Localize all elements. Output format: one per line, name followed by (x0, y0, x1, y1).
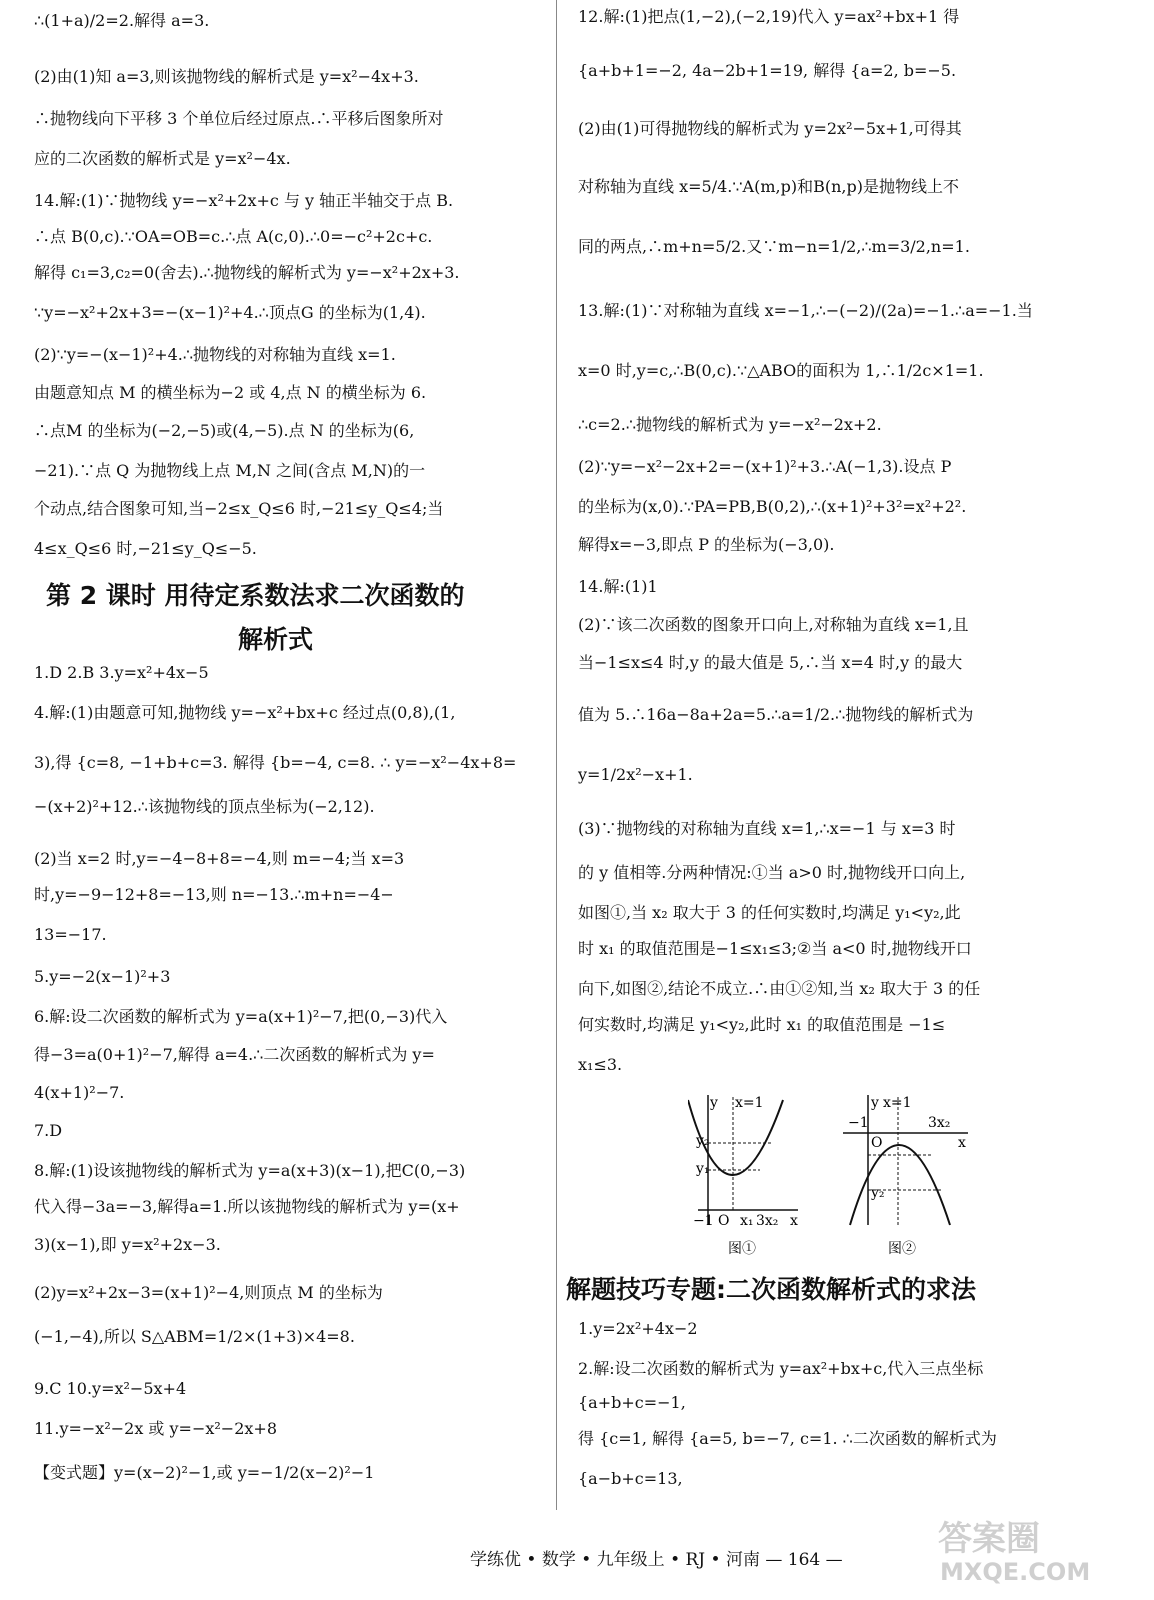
right-column-text-line: {a−b+c=13, (578, 1469, 683, 1488)
right-column-text-line: (2)∵y=−x²−2x+2=−(x+1)²+3.∴A(−1,3).设点 P (578, 457, 952, 476)
fig2-minus1-label: −1 (848, 1115, 869, 1131)
left-column-text-line: 14.解:(1)∵抛物线 y=−x²+2x+c 与 y 轴正半轴交于点 B. (34, 191, 454, 210)
left-column-text-line: (−1,−4),所以 S△ABM=1/2×(1+3)×4=8. (34, 1327, 355, 1346)
fig1-caption: 图① (728, 1241, 756, 1257)
fig2-x-label: x (958, 1135, 966, 1151)
fig1-y1-label: y₁ (696, 1161, 710, 1177)
left-column-text-line: 4≤x_Q≤6 时,−21≤y_Q≤−5. (34, 539, 257, 558)
right-column-text-line: 14.解:(1)1 (578, 577, 658, 596)
fig2-x1-line-label: x=1 (883, 1095, 912, 1111)
left-column-text-line: 5.y=−2(x−1)²+3 (34, 967, 171, 986)
right-column-text-line: 何实数时,均满足 y₁<y₂,此时 x₁ 的取值范围是 −1≤ (578, 1015, 946, 1034)
left-column-text-line: 代入得−3a=−3,解得a=1.所以该抛物线的解析式为 y=(x+ (34, 1197, 460, 1216)
right-column-text-line: 解得x=−3,即点 P 的坐标为(−3,0). (578, 535, 835, 554)
fig2-y2-label: y₂ (871, 1185, 885, 1201)
left-column-text-line: 应的二次函数的解析式是 y=x²−4x. (34, 149, 291, 168)
topic-heading: 解题技巧专题:二次函数解析式的求法 (566, 1275, 976, 1304)
right-column-text-line: 2.解:设二次函数的解析式为 y=ax²+bx+c,代入三点坐标 (578, 1359, 984, 1378)
left-column-text-line: ∴点M 的坐标为(−2,−5)或(4,−5).点 N 的坐标为(6, (34, 421, 415, 440)
left-column-text-line: 11.y=−x²−2x 或 y=−x²−2x+8 (34, 1419, 278, 1438)
left-column-text-line: (2)由(1)知 a=3,则该抛物线的解析式是 y=x²−4x+3. (34, 67, 419, 86)
left-column-text-line: 4.解:(1)由题意可知,抛物线 y=−x²+bx+c 经过点(0,8),(1, (34, 703, 456, 722)
left-column-text-line: 7.D (34, 1121, 63, 1140)
right-column-text-line: y=1/2x²−x+1. (578, 765, 693, 784)
fig1-3x2-label: 3x₂ (756, 1213, 779, 1229)
fig2-origin-label: O (871, 1135, 883, 1151)
fig1-origin-label: O (718, 1213, 730, 1229)
left-column-text-line: 6.解:设二次函数的解析式为 y=a(x+1)²−7,把(0,−3)代入 (34, 1007, 448, 1026)
left-column-text-line: 解得 c₁=3,c₂=0(舍去).∴抛物线的解析式为 y=−x²+2x+3. (34, 263, 460, 282)
right-column-text-line: 13.解:(1)∵对称轴为直线 x=−1,∴−(−2)/(2a)=−1.∴a=−1.当 (578, 301, 1033, 320)
fig1-y2-label: y₂ (696, 1133, 710, 1149)
fig2-y-label: y (871, 1095, 879, 1111)
right-column-text-line: 对称轴为直线 x=5/4.∵A(m,p)和B(n,p)是抛物线上不 (578, 177, 959, 196)
left-column-text-line: 时,y=−9−12+8=−13,则 n=−13.∴m+n=−4− (34, 885, 394, 904)
right-column-text-line: 的 y 值相等.分两种情况:①当 a>0 时,抛物线开口向上, (578, 863, 966, 882)
left-column-text-line: 13=−17. (34, 925, 107, 944)
page-footer: 学练优 • 数学 • 九年级上 • RJ • 河南 — 164 — (470, 1550, 843, 1570)
left-column-text-line: 9.C 10.y=x²−5x+4 (34, 1379, 187, 1398)
left-column-text-line: 8.解:(1)设该抛物线的解析式为 y=a(x+3)(x−1),把C(0,−3) (34, 1161, 466, 1180)
right-column-text-line: x₁≤3. (578, 1055, 623, 1074)
figure-1 (688, 1095, 798, 1257)
left-column-text-line: ∴(1+a)/2=2.解得 a=3. (34, 11, 210, 30)
svg-text:答案圈: 答案圈 (938, 1519, 1040, 1559)
fig1-x-label: x (790, 1213, 798, 1229)
left-column-text-line: 3)(x−1),即 y=x²+2x−3. (34, 1235, 221, 1254)
left-column-text-line: ∴抛物线向下平移 3 个单位后经过原点.∴平移后图象所对 (34, 109, 444, 128)
left-column-text-line: 由题意知点 M 的横坐标为−2 或 4,点 N 的横坐标为 6. (34, 383, 427, 402)
fig1-minus1-label: −1 (693, 1213, 714, 1229)
left-column-text-line: (2)当 x=2 时,y=−4−8+8=−4,则 m=−4;当 x=3 (34, 849, 405, 868)
figure-2 (843, 1095, 968, 1257)
left-column-text-line: ∵y=−x²+2x+3=−(x−1)²+4.∴顶点G 的坐标为(1,4). (34, 303, 426, 322)
fig1-x1-line-label: x=1 (735, 1095, 764, 1111)
watermark-logo (918, 1508, 1138, 1588)
left-column-text-line: 3),得 {c=8, −1+b+c=3. 解得 {b=−4, c=8. ∴ y=−x²−4x+8= (34, 753, 517, 772)
right-column-text-line: x=0 时,y=c,∴B(0,c).∵△ABO的面积为 1,∴1/2c×1=1. (578, 361, 984, 380)
left-column-text-line: (2)y=x²+2x−3=(x+1)²−4,则顶点 M 的坐标为 (34, 1283, 383, 1302)
svg-text:MXQE.COM: MXQE.COM (940, 1558, 1091, 1586)
left-column-text-line: 4(x+1)²−7. (34, 1083, 125, 1102)
lesson-heading-line2: 解析式 (238, 625, 314, 654)
right-column-text-line: 1.y=2x²+4x−2 (578, 1319, 698, 1338)
right-column-text-line: 同的两点,∴m+n=5/2.又∵m−n=1/2,∴m=3/2,n=1. (578, 237, 970, 256)
right-column-text-line: {a+b+c=−1, (578, 1393, 686, 1412)
right-column-text-line: (3)∵抛物线的对称轴为直线 x=1,∴x=−1 与 x=3 时 (578, 819, 956, 838)
right-column-text-line: 的坐标为(x,0).∵PA=PB,B(0,2),∴(x+1)²+3²=x²+2². (578, 497, 967, 516)
fig1-y-label: y (710, 1095, 718, 1111)
left-column-text-line: 个动点,结合图象可知,当−2≤x_Q≤6 时,−21≤y_Q≤4;当 (34, 499, 444, 518)
right-column-text-line: 12.解:(1)把点(1,−2),(−2,19)代入 y=ax²+bx+1 得 (578, 7, 960, 26)
column-divider (556, 0, 557, 1510)
left-column-text-line: 【变式题】y=(x−2)²−1,或 y=−1/2(x−2)²−1 (34, 1463, 375, 1482)
right-column-text-line: (2)∵该二次函数的图象开口向上,对称轴为直线 x=1,且 (578, 615, 969, 634)
right-column-text-line: 值为 5.∴16a−8a+2a=5.∴a=1/2.∴抛物线的解析式为 (578, 705, 974, 724)
right-column-text-line: 得 {c=1, 解得 {a=5, b=−7, c=1. ∴二次函数的解析式为 (578, 1429, 997, 1448)
right-column-text-line: (2)由(1)可得抛物线的解析式为 y=2x²−5x+1,可得其 (578, 119, 962, 138)
lesson-heading-line1: 第 2 课时 用待定系数法求二次函数的 (46, 581, 465, 610)
left-column-text-line: 得−3=a(0+1)²−7,解得 a=4.∴二次函数的解析式为 y= (34, 1045, 435, 1064)
fig2-caption: 图② (888, 1241, 916, 1257)
right-column-text-line: 如图①,当 x₂ 取大于 3 的任何实数时,均满足 y₁<y₂,此 (578, 903, 961, 922)
left-column-text-line: −(x+2)²+12.∴该抛物线的顶点坐标为(−2,12). (34, 797, 375, 816)
right-column-text-line: {a+b+1=−2, 4a−2b+1=19, 解得 {a=2, b=−5. (578, 61, 957, 80)
fig1-x1-label: x₁ (740, 1213, 754, 1229)
left-column-text-line: (2)∵y=−(x−1)²+4.∴抛物线的对称轴为直线 x=1. (34, 345, 396, 364)
right-column-text-line: 时 x₁ 的取值范围是−1≤x₁≤3;②当 a<0 时,抛物线开口 (578, 939, 972, 958)
fig2-3x2-label: 3x₂ (928, 1115, 951, 1131)
right-column-text-line: ∴c=2.∴抛物线的解析式为 y=−x²−2x+2. (578, 415, 882, 434)
parabola-figures (688, 1085, 1008, 1260)
right-column-text-line: 当−1≤x≤4 时,y 的最大值是 5,∴当 x=4 时,y 的最大 (578, 653, 963, 672)
right-column-text-line: 向下,如图②,结论不成立.∴由①②知,当 x₂ 取大于 3 的任 (578, 979, 981, 998)
left-column-text-line: ∴点 B(0,c).∵OA=OB=c.∴点 A(c,0).∴0=−c²+2c+c. (34, 227, 433, 246)
left-column-text-line: 1.D 2.B 3.y=x²+4x−5 (34, 663, 209, 682)
left-column-text-line: −21).∵点 Q 为抛物线上点 M,N 之间(含点 M,N)的一 (34, 461, 426, 480)
